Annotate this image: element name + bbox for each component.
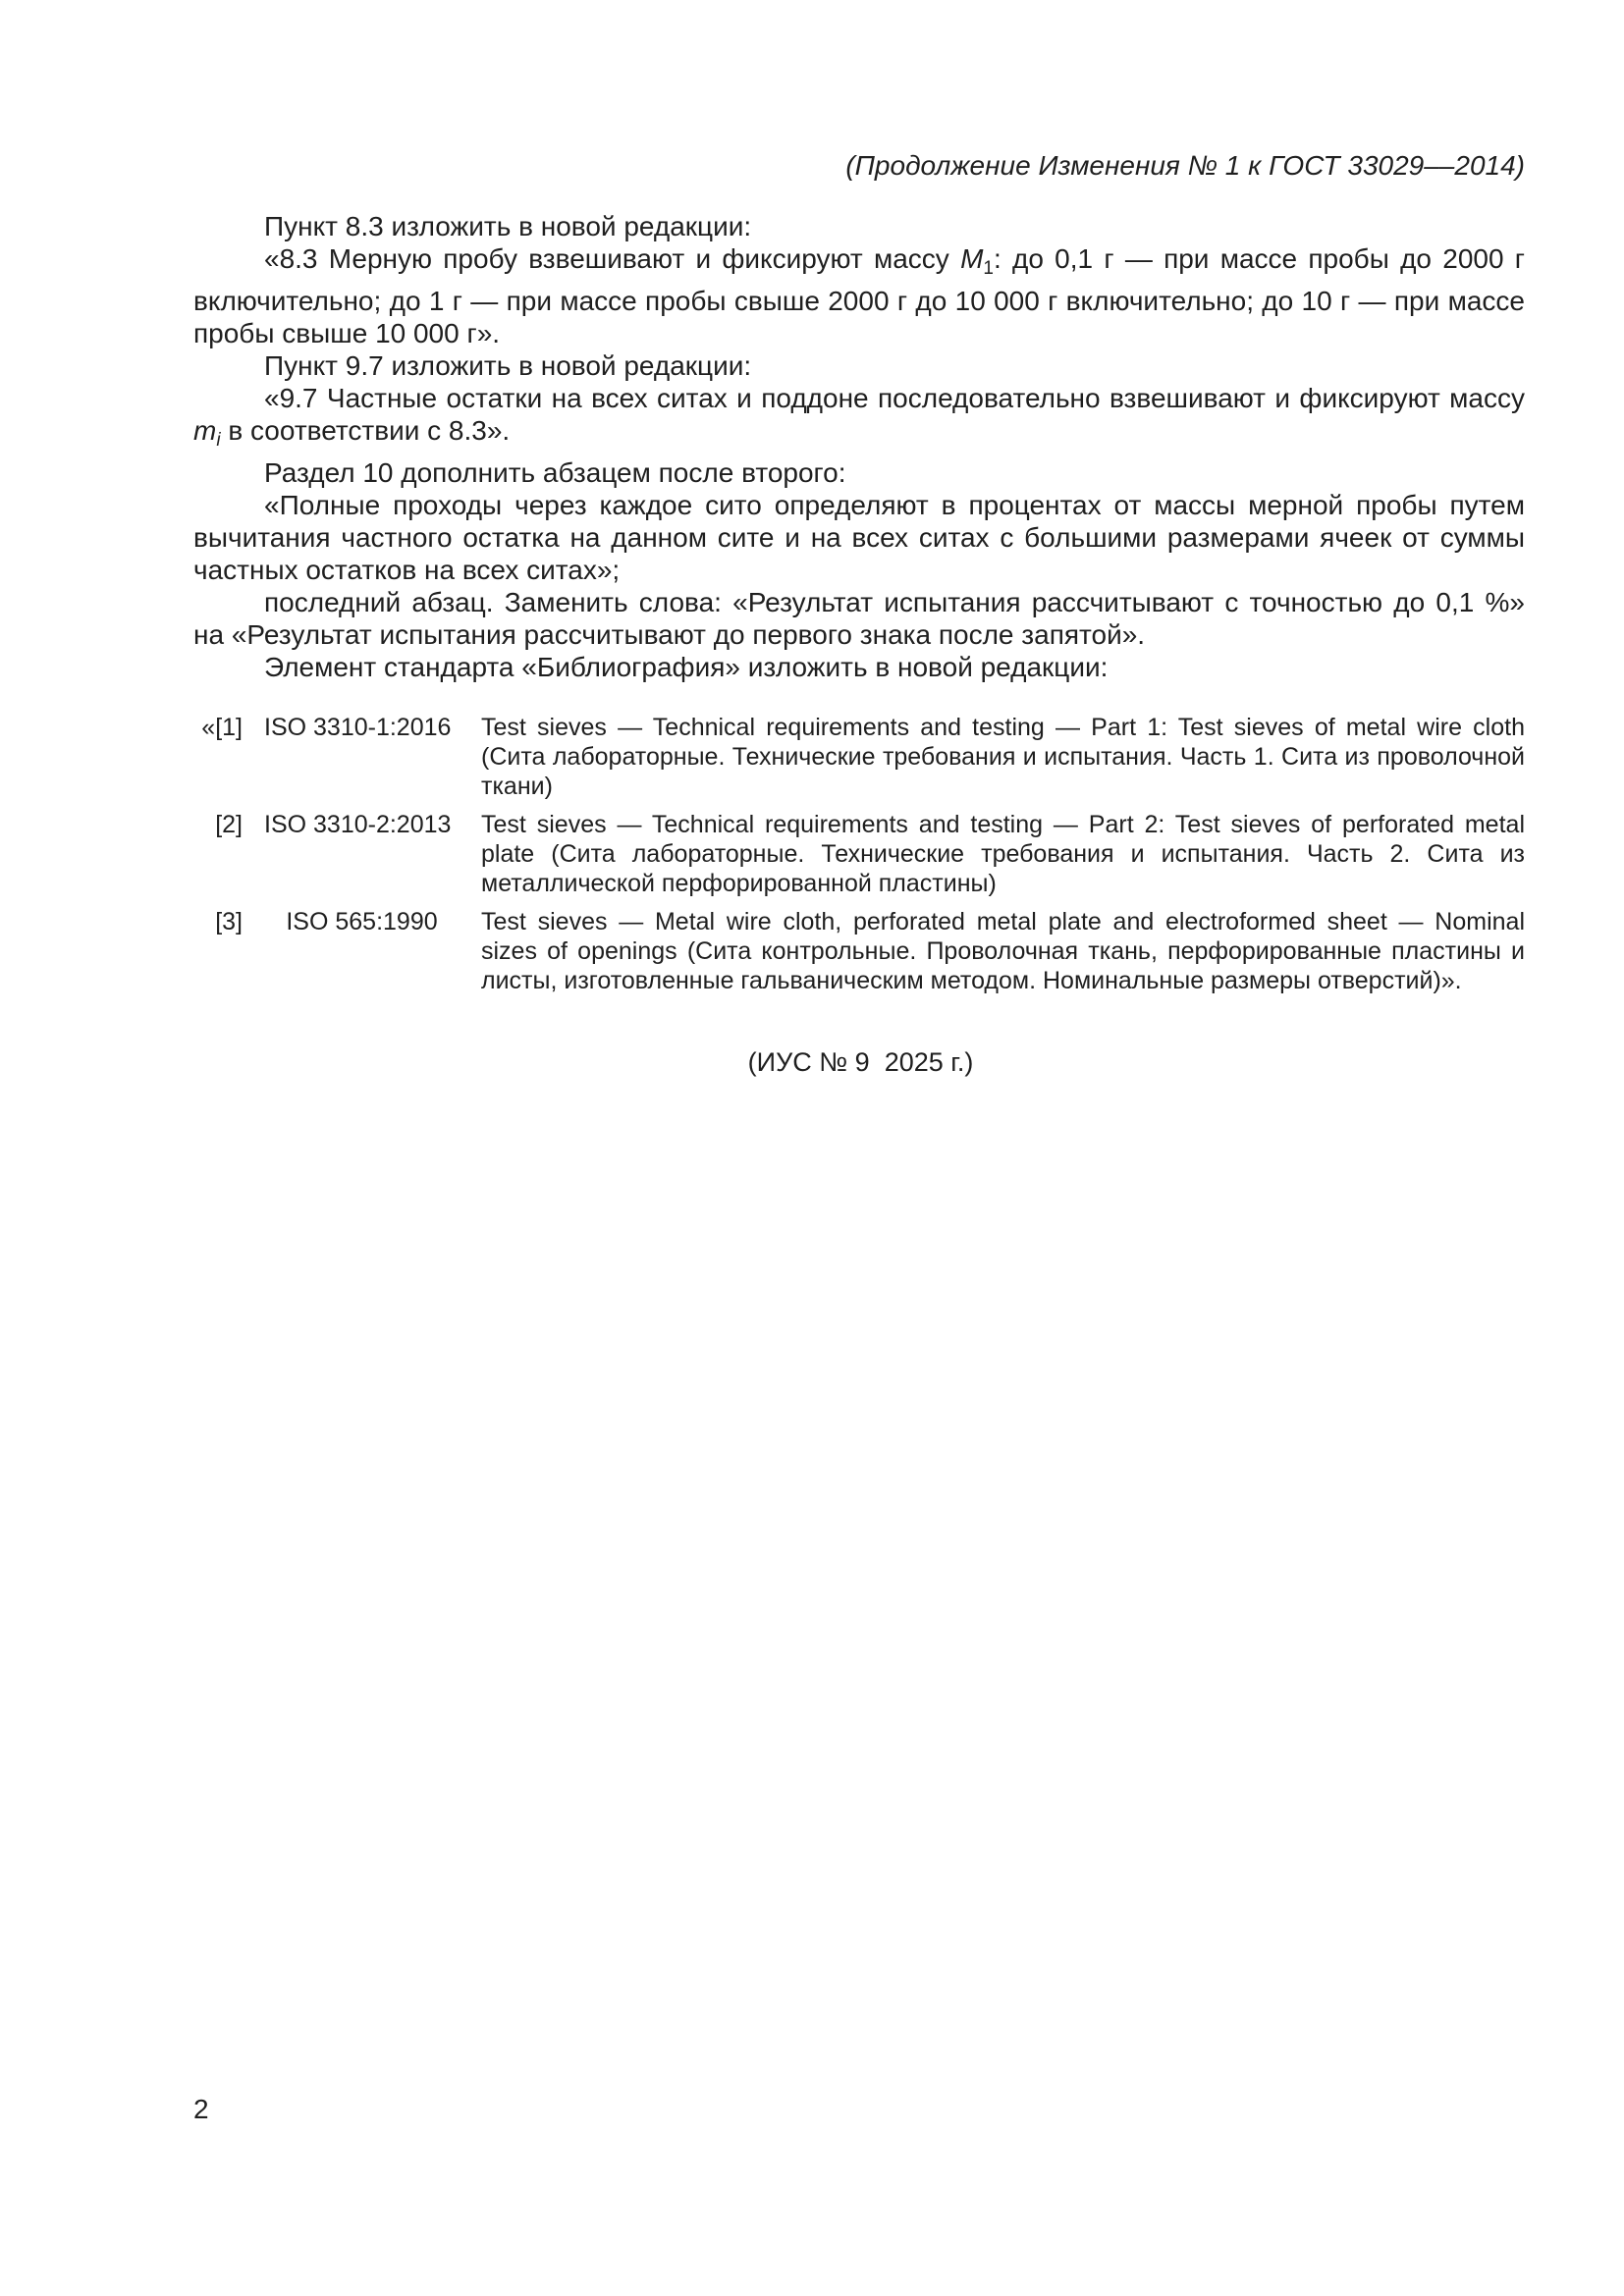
mass-variable-subscript: i: [216, 430, 221, 451]
text-run: «8.3 Мерную пробу взвешивают и фиксируют массу: [264, 243, 961, 274]
bibliography-title: Test sieves — Metal wire cloth, perforated metal plate and electroformed sheet — Nominal sizes of openings (Сита контрольные. Проволочная ткань, перфорированные пластины и листы, изготовленные гальваническим методом. Номинальные размеры отверстий)».: [481, 908, 1525, 994]
text-run: : до 0,1 г — при массе пробы до 2000 г включительно; до 1 г — при массе пробы свыше 2000 г до 10 000 г включительно; до 10 г — при массе пробы свыше 10 000 г».: [193, 243, 1525, 348]
running-header: (Продолжение Изменения № 1 к ГОСТ 33029––2014): [845, 150, 1525, 181]
bibliography-code: ISO 3310-2:2013: [264, 811, 452, 838]
bibliography-title: Test sieves — Technical requirements and testing — Part 2: Test sieves of perforated metal plate (Сита лабораторные. Технические требования и испытания. Часть 2. Сита из металлической перфорированной пластины): [481, 811, 1525, 897]
paragraph-item-8-3-intro: Пункт 8.3 изложить в новой редакции:: [264, 211, 752, 241]
bibliography-entry: [193, 907, 1525, 995]
page-number: 2: [193, 2094, 209, 2124]
mass-variable: m: [193, 415, 217, 446]
bibliography-code: ISO 3310-1:2016: [264, 714, 452, 741]
amendment-body: [193, 210, 1525, 683]
paragraph-item-8-3-text: [193, 242, 1525, 349]
paragraph-item-9-7-text: [193, 382, 1525, 456]
bibliography-number: [3]: [215, 908, 243, 935]
mass-variable: M: [960, 243, 984, 274]
paragraph-last-para-replace: последний абзац. Заменить слова: «Результат испытания рассчитывают с точностью до 0,1 %» на «Результат испытания рассчитывают до первого знака после запятой».: [193, 587, 1525, 650]
bibliography-title: Test sieves — Technical requirements and testing — Part 1: Test sieves of metal wire cloth (Сита лабораторные. Технические требования и испытания. Часть 1. Сита из проволочной ткани): [481, 714, 1525, 800]
bibliography-list: [193, 713, 1525, 1004]
ius-reference: (ИУС № 9 2025 г.): [747, 1047, 974, 1077]
paragraph-section-10-text: «Полные проходы через каждое сито определяют в процентах от массы мерной пробы путем вычитания частного остатка на данном сите и на всех ситах с большими размерами ячеек от суммы частных остатков на всех ситах»;: [193, 490, 1525, 585]
bibliography-code: ISO 565:1990: [286, 908, 438, 935]
mass-variable-subscript: 1: [983, 258, 994, 279]
paragraph-section-10-intro: Раздел 10 дополнить абзацем после второго:: [264, 457, 846, 488]
paragraph-bibliography-intro: Элемент стандарта «Библиография» изложить в новой редакции:: [264, 652, 1109, 682]
paragraph-item-9-7-intro: Пункт 9.7 изложить в новой редакции:: [264, 350, 752, 381]
bibliography-entry: [193, 713, 1525, 801]
text-run: «9.7 Частные остатки на всех ситах и поддоне последовательно взвешивают и фиксируют массу: [264, 383, 1525, 413]
bibliography-number: [2]: [215, 811, 243, 838]
bibliography-entry: [193, 810, 1525, 898]
text-run: в соответствии с 8.3».: [220, 415, 511, 446]
bibliography-number: «[1]: [201, 714, 243, 741]
